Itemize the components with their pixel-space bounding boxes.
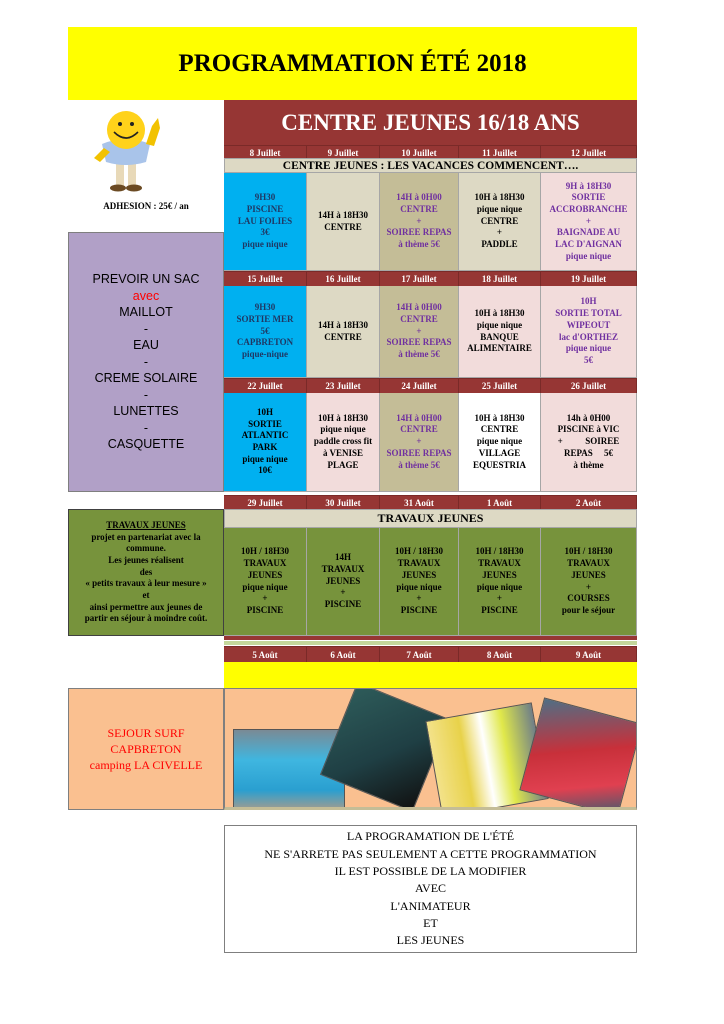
date-cell: 17 Juillet [380,272,459,286]
date-cell: 22 Juillet [224,379,307,393]
sejour-surf-box: SEJOUR SURF CAPBRETON camping LA CIVELLE [68,688,224,810]
date-cell: 9 Août [541,647,637,662]
divider-strip [224,636,637,640]
activity-cell: 10H / 18H30 TRAVAUX JEUNES pique nique + PISCINE [224,528,307,636]
activity-row-week-1 [224,173,637,271]
date-cell: 16 Juillet [307,272,380,286]
activity-cell: 14H à 18H30 CENTRE [307,173,380,271]
travaux-description-box: TRAVAUX JEUNES projet en partenariat avec la commune. Les jeunes réalisent des « petits travaux à leur mesure » et ainsi permettre aux jeunes de partir en séjour à moindre coût. [68,509,224,636]
section-title: CENTRE JEUNES 16/18 ANS [224,100,637,145]
activity-row-week-4 [224,528,637,636]
activity-cell: 10H / 18H30 TRAVAUX JEUNES pique nique + PISCINE [459,528,541,636]
activity-row-week-2 [224,286,637,378]
activity-cell: 10H SORTIE ATLANTIC PARK pique nique 10€ [224,393,307,492]
date-row-week-1 [224,145,637,159]
activity-cell: 14H à 0H00 CENTRE + SOIREE REPAS à thème 5€ [380,173,459,271]
activity-cell: 10H à 18H30 pique nique BANQUE ALIMENTAIRE [459,286,541,378]
inflatable-tube-photo [519,697,637,810]
date-cell: 30 Juillet [307,496,380,509]
date-cell: 6 Août [307,647,380,662]
date-cell: 29 Juillet [224,496,307,509]
date-cell: 7 Août [380,647,459,662]
activity-cell: 14H TRAVAUX JEUNES + PISCINE [307,528,380,636]
date-cell: 1 Août [459,496,541,509]
activity-cell: 14H à 0H00 CENTRE + SOIREE REPAS à thème 5€ [380,286,459,378]
page-title-banner [68,27,637,100]
smiley-mascot-icon [88,104,168,194]
activity-cell: 14H à 18H30 CENTRE [307,286,380,378]
activity-cell: 9H30 SORTIE MER 5€ CAPBRETON pique-nique [224,286,307,378]
adhesion-fee: ADHESION : 25€ / an [103,201,189,211]
divider-strip [224,641,637,645]
activity-cell: 9H à 18H30 SORTIE ACCROBRANCHE + BAIGNADE AU LAC D'AIGNAN pique nique [541,173,637,271]
activity-cell: 10H SORTIE TOTAL WIPEOUT lac d'ORTHEZ pique nique 5€ [541,286,637,378]
activity-cell: 14H à 0H00 CENTRE + SOIREE REPAS à thème 5€ [380,393,459,492]
activity-row-week-3 [224,393,637,492]
activity-cell: 10H / 18H30 TRAVAUX JEUNES + COURSES pour le séjour [541,528,637,636]
date-cell: 23 Juillet [307,379,380,393]
reminder-box: PREVOIR UN SAC avec MAILLOT - EAU - CREME SOLAIRE - LUNETTES - CASQUETTE [68,232,224,492]
activity-cell: 10H à 18H30 pique nique CENTRE + PADDLE [459,173,541,271]
date-cell: 18 Juillet [459,272,541,286]
activity-cell: 10H / 18H30 TRAVAUX JEUNES pique nique + PISCINE [380,528,459,636]
page-title: PROGRAMMATION ÉTÉ 2018 [178,49,527,77]
date-cell: 26 Juillet [541,379,637,393]
date-cell: 31 Août [380,496,459,509]
activity-cell: 14h à 0H00 PISCINE à VIC + SOIREE REPAS 5€ à thème [541,393,637,492]
date-row-week-3 [224,378,637,393]
date-cell: 5 Août [224,647,307,662]
date-cell: 8 Juillet [224,146,307,159]
date-cell: 10 Juillet [380,146,459,159]
date-cell: 2 Août [541,496,637,509]
date-cell: 12 Juillet [541,146,637,159]
date-row-week-5 [224,646,637,662]
activity-cell: 9H30 PISCINE LAU FOLIES 3€ pique nique [224,173,307,271]
date-cell: 25 Juillet [459,379,541,393]
date-cell: 19 Juillet [541,272,637,286]
sejour-photo-collage [224,688,637,810]
date-cell: 8 Août [459,647,541,662]
week-1-banner: CENTRE JEUNES : LES VACANCES COMMENCENT…. [224,158,637,173]
date-cell: 24 Juillet [380,379,459,393]
program-note-box: LA PROGRAMATION DE L'ÉTÉ NE S'ARRETE PAS SEULEMENT A CETTE PROGRAMMATION IL EST POSSIBLE DE LA MODIFIER AVEC L'ANIMATEUR ET LES JEUNES [224,825,637,953]
activity-cell: 10H à 18H30 pique nique paddle cross fit à VENISE PLAGE [307,393,380,492]
date-row-week-2 [224,271,637,286]
activity-cell: 10H à 18H30 CENTRE pique nique VILLAGE EQUESTRIA [459,393,541,492]
date-cell: 15 Juillet [224,272,307,286]
date-row-week-4 [224,495,637,509]
week-4-banner: TRAVAUX JEUNES [224,509,637,528]
week-5-yellow-band [224,662,637,688]
date-cell: 9 Juillet [307,146,380,159]
date-cell: 11 Juillet [459,146,541,159]
